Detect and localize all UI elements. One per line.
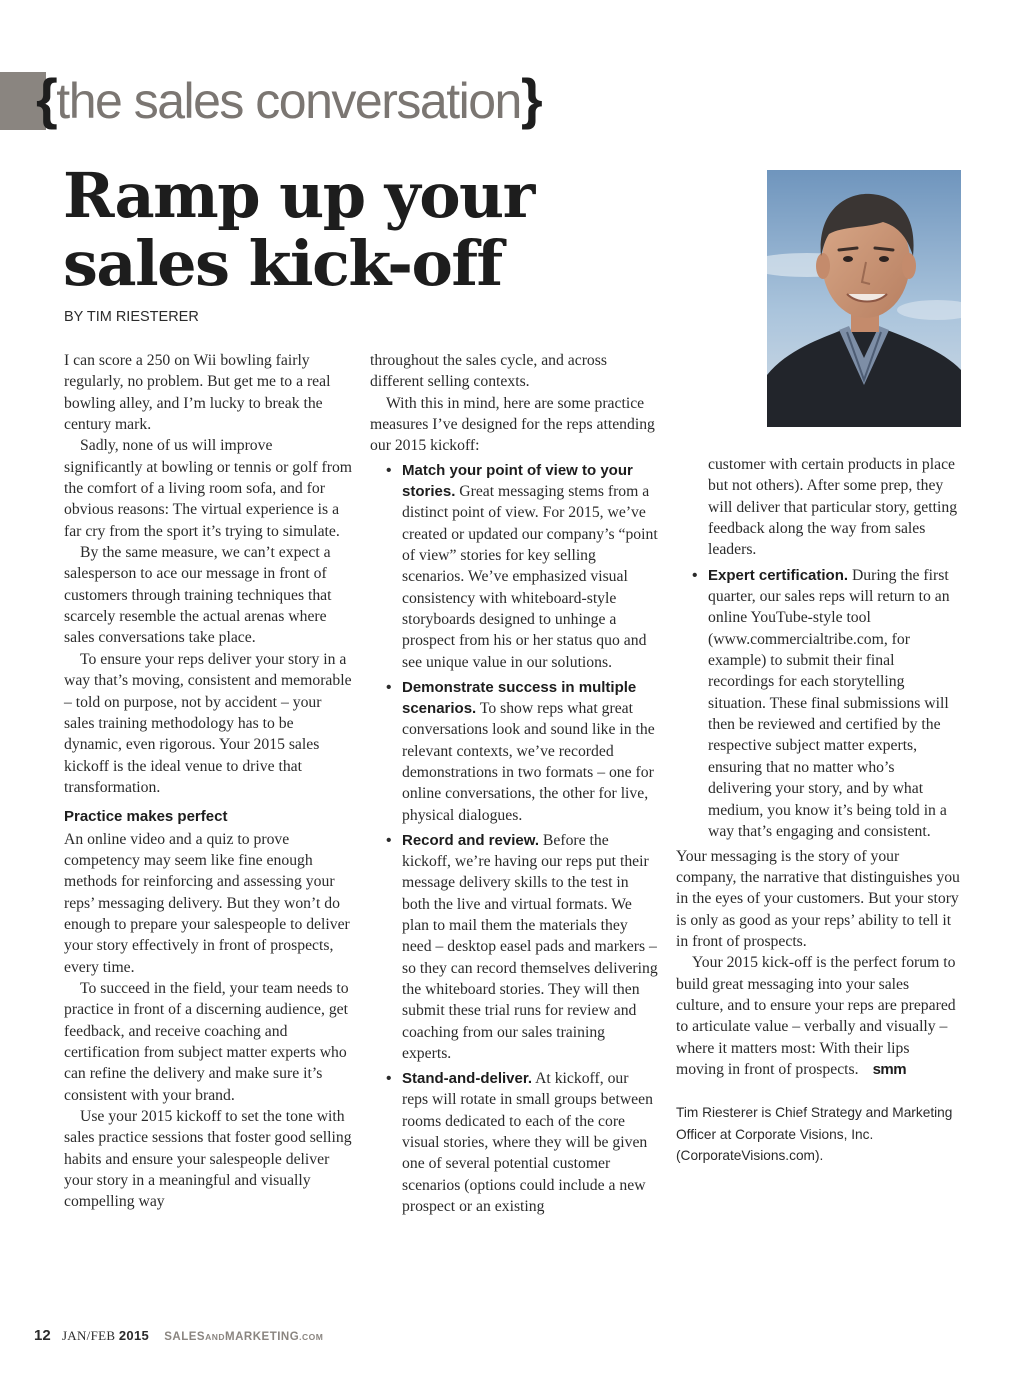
list-item: [370, 830, 658, 1065]
bullet-continuation: customer with certain products in place but not others). After some prep, they will deliver that particular story, getting feedback along the way from sales leaders.: [708, 456, 958, 559]
bullet-lead: Match your point of view to your stories.: [402, 461, 633, 501]
byline: BY TIM RIESTERER: [64, 309, 199, 325]
paragraph: Use your 2015 kickoff to set the tone with sales practice sessions that foster good selling habits and ensure your salespeople deliver your story in a meaningful and visually compelling way: [64, 1108, 352, 1211]
issue-year: 2015: [118, 1328, 150, 1343]
magazine-part: MARKETING: [225, 1331, 300, 1343]
bullet-text: At kickoff, our reps will rotate in small groups between rooms dedicated to each of the core visual stories, where they will be given one of several potential customer scenarios (options could include a new prospect or an existing: [402, 1069, 653, 1215]
bullet-lead: Demonstrate success in multiple scenarios.: [402, 678, 637, 717]
author-bio: Tim Riesterer is Chief Strategy and Marketing Officer at Corporate Visions, Inc. (CorporateVisions.com).: [676, 1105, 953, 1164]
paragraph: I can score a 250 on Wii bowling fairly regularly, no problem. But get me to a real bowling alley, and I’m lucky to break the century mark.: [64, 352, 331, 434]
closing-text: Your 2015 kick-off is the perfect forum to build great messaging into your sales culture, and to ensure your reps are prepared to articulate value – verbally and visually – where it matters most: With their lips moving in front of prospects.: [676, 954, 956, 1079]
bullet-lead: Stand-and-deliver.: [402, 1069, 533, 1087]
article-column-3: [676, 454, 960, 1167]
paragraph: Your messaging is the story of your company, the narrative that distinguishes you in the eyes of your customers. But your story is only as good as your reps’ ability to tell it in front of prospects.: [676, 847, 960, 951]
list-item: [676, 565, 960, 842]
issue-date: [62, 1328, 149, 1343]
issue-month: JAN/FEB: [61, 1328, 116, 1343]
article-column-2: [370, 350, 658, 1221]
paragraph: Sadly, none of us will improve significantly at bowling or tennis or golf from the comfort of a living room sofa, and for obvious reasons: The virtual experience is a far cry from the sport it’s trying to simulate.: [64, 437, 352, 540]
paragraph: By the same measure, we can’t expect a salesperson to ace our message in front of customers through training techniques that scarcely resemble the actual arenas where sales conversations take place.: [64, 544, 332, 647]
bullet-text: To show reps what great conversations look and sound like in the relevant contexts, we’ve recorded demonstrations in two formats – one for online conversations, the other for live, physical dialogues.: [402, 700, 655, 824]
practice-measures-list-continued: [676, 565, 960, 842]
paragraph: throughout the sales cycle, and across different selling contexts.: [370, 352, 607, 391]
magazine-part: SALES: [164, 1331, 206, 1343]
headline-line-1: Ramp up your: [63, 159, 534, 232]
magazine-part: .COM: [299, 1332, 324, 1342]
author-portrait-image: [767, 170, 961, 427]
article-column-1: [64, 350, 354, 1213]
bullet-text: During the first quarter, our sales reps will return to an online YouTube-style tool (www.commercialtribe.com, for example) to submit their final recordings for each storytelling situation. These final submissions will then be reviewed and certified by the respective subject matter experts, ensuring that no matter who’s delivering your story, and by what medium, you know it’s being told in a way that’s engaging and consistent.: [708, 566, 950, 840]
paragraph: [676, 952, 960, 1080]
section-label: [36, 62, 541, 136]
bullet-lead: Record and review.: [402, 831, 539, 849]
headline: [63, 159, 703, 300]
list-item: [370, 1068, 658, 1217]
bullet-text: Great messaging stems from a distinct point of view. For 2015, we’ve created or updated our company’s “point of view” stories for key selling scenarios. We’ve emphasized visual consistency with whiteboard-style storyboards designed to unhinge a prospect from his or her status quo and see unique value in our solutions.: [402, 483, 658, 671]
practice-measures-list: [370, 460, 658, 1218]
paragraph: To ensure your reps deliver your story in a way that’s moving, consistent and memorable – told on purpose, not by accident – your sales training methodology has to be dynamic, even rigorous. Your 2015 sales kickoff is the ideal venue to drive that transformation.: [64, 650, 352, 796]
page-number: 12: [34, 1327, 51, 1344]
smm-end-mark: smm: [872, 1061, 907, 1079]
paragraph: An online video and a quiz to prove competency may seem like fine enough methods for reinforcing and assessing your reps’ messaging delivery. But they won’t do enough to prepare your salespeople to deliver your story effectively in front of prospects, every time.: [64, 830, 350, 976]
magazine-part: AND: [205, 1332, 226, 1342]
bullet-lead: Expert certification.: [708, 566, 849, 584]
author-photo: [767, 170, 961, 427]
bullet-text: Before the kickoff, we’re having our reps put their message delivery skills to the test in both the live and virtual formats. We plan to mail them the materials they need – desktop easel pads and markers – so they can record themselves delivering the whiteboard stories. They will then submit these trial runs for review and coaching from our sales training experts.: [402, 831, 658, 1062]
section-close-brace: }: [520, 67, 542, 130]
subheading-practice: Practice makes perfect: [64, 808, 228, 826]
section-open-brace: {: [36, 67, 57, 130]
section-label-text: the sales conversation: [56, 73, 521, 129]
paragraph: To succeed in the field, your team needs to practice in front of a discerning audience, get feedback, and receive coaching and certification from subject matter experts who can refine the delivery and make sure it’s consistent with your brand.: [64, 979, 349, 1104]
list-item: [370, 460, 658, 673]
page-footer: [34, 1327, 323, 1344]
list-item: [370, 677, 658, 826]
magazine-name: [164, 1331, 323, 1343]
paragraph: With this in mind, here are some practice measures I’ve designed for the reps attending our 2015 kickoff:: [370, 394, 655, 455]
headline-line-2: sales kick-off: [63, 227, 502, 300]
